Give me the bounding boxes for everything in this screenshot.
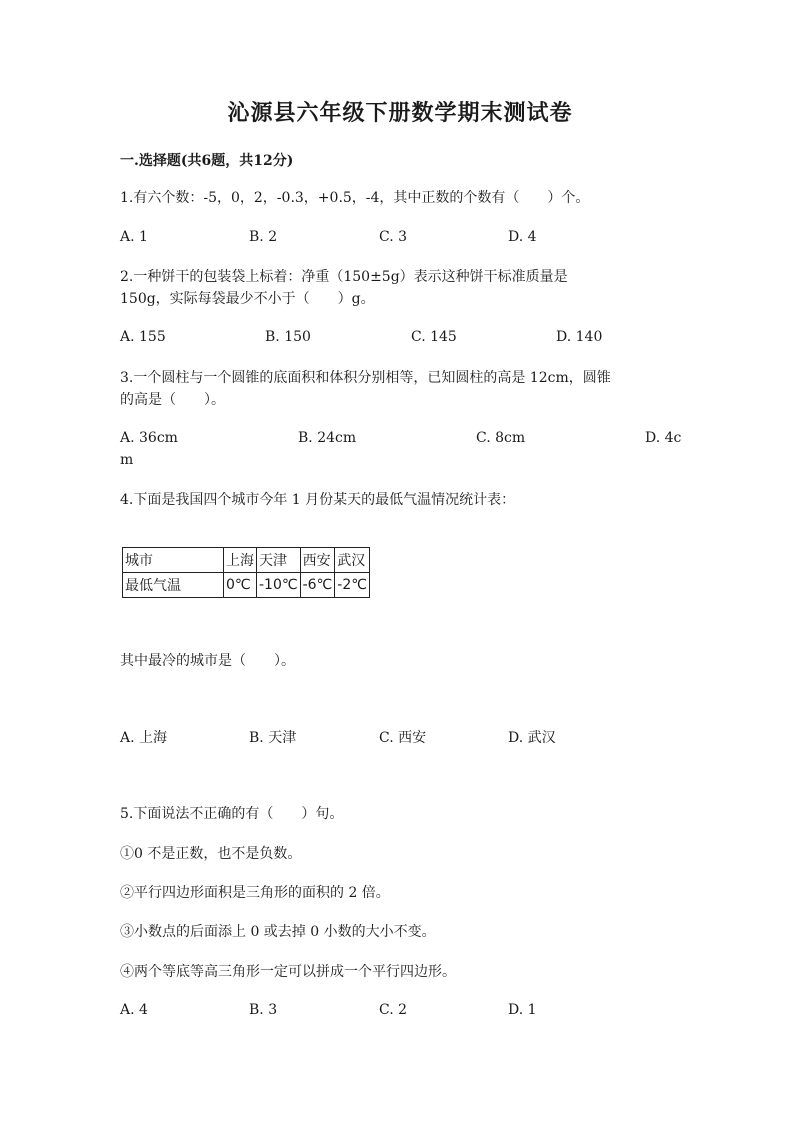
- q3-option-c: C. 8cm: [476, 430, 526, 446]
- q2-option-c: C. 145: [411, 329, 457, 345]
- table-cell: 天津: [257, 548, 301, 573]
- table-cell: -10℃: [257, 573, 301, 598]
- q4-option-a: A. 上海: [120, 730, 168, 746]
- q1-option-b: B. 2: [249, 229, 278, 245]
- q2-option-d: D. 140: [556, 329, 603, 345]
- q5-option-d: D. 1: [508, 1002, 537, 1018]
- q2-option-b: B. 150: [265, 329, 311, 345]
- question-4: 4.下面是我国四个城市今年 1 月份某天的最低气温情况统计表：: [120, 492, 516, 508]
- table-row: [123, 573, 370, 598]
- question-2-line-1: 2.一种饼干的包装袋上标着：净重（150±5g）表示这种饼干标准质量是: [120, 269, 568, 285]
- q4-option-d: D. 武汉: [508, 730, 556, 746]
- question-4-followup: 其中最冷的城市是（ ）。: [120, 653, 295, 669]
- question-3-line-1: 3.一个圆柱与一个圆锥的底面积和体积分别相等，已知圆柱的高是 12cm，圆锥: [120, 370, 611, 386]
- q4-option-c: C. 西安: [379, 730, 427, 746]
- table-cell: 最低气温: [123, 573, 224, 598]
- question-5: 5.下面说法不正确的有（ ）句。: [120, 806, 344, 822]
- q5-statement-4: ④两个等底等高三角形一定可以拼成一个平行四边形。: [120, 964, 456, 980]
- q5-option-a: A. 4: [120, 1002, 148, 1018]
- table-cell: 西安: [300, 548, 335, 573]
- q2-option-a: A. 155: [120, 329, 166, 345]
- table-cell: -6℃: [300, 573, 335, 598]
- page-title: 沁源县六年级下册数学期末测试卷: [227, 100, 573, 126]
- section-heading: 一.选择题(共6题，共12分): [120, 153, 294, 169]
- q5-statement-1: ①0 不是正数，也不是负数。: [120, 846, 302, 862]
- q5-option-c: C. 2: [379, 1002, 408, 1018]
- q3-option-a: A. 36cm: [120, 430, 178, 446]
- temperature-table: [122, 547, 370, 598]
- table-cell: -2℃: [335, 573, 370, 598]
- q3-option-d: D. 4c: [645, 430, 682, 446]
- table-header-row: [123, 548, 370, 573]
- q4-option-b: B. 天津: [249, 730, 297, 746]
- table-cell: 0℃: [224, 573, 257, 598]
- q1-option-d: D. 4: [508, 229, 537, 245]
- q3-option-d-wrap: m: [120, 452, 134, 468]
- q3-option-b: B. 24cm: [298, 430, 357, 446]
- q5-option-b: B. 3: [249, 1002, 278, 1018]
- question-3-line-2: 的高是（ ）。: [120, 392, 225, 408]
- q5-statement-3: ③小数点的后面添上 0 或去掉 0 小数的大小不变。: [120, 924, 436, 940]
- question-1: 1.有六个数：-5，0，2，-0.3，+0.5，-4，其中正数的个数有（ ）个。: [120, 190, 590, 206]
- table-cell: 城市: [123, 548, 224, 573]
- table-cell: 上海: [224, 548, 257, 573]
- table-cell: 武汉: [335, 548, 370, 573]
- q1-option-c: C. 3: [379, 229, 408, 245]
- q5-statement-2: ②平行四边形面积是三角形的面积的 2 倍。: [120, 885, 390, 901]
- q1-option-a: A. 1: [120, 229, 148, 245]
- question-2-line-2: 150g，实际每袋最少不小于（ ）g。: [120, 291, 375, 307]
